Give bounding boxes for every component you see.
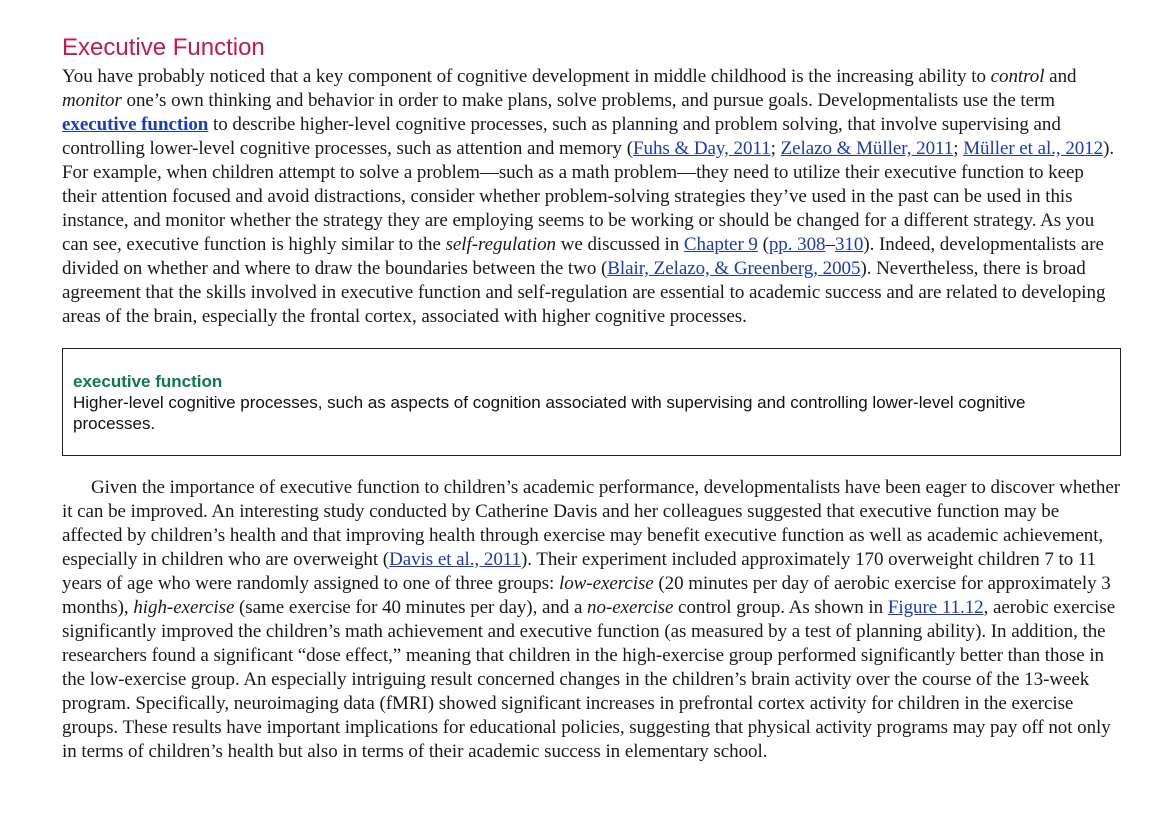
emphasis-high-exercise: high-exercise [133, 597, 235, 618]
text-run: ). Indeed, developmentalists are divided on whether and where to draw the boundaries between the two ( [62, 234, 1104, 279]
citation-link-zelazo-muller[interactable]: Zelazo & Müller, 2011 [780, 138, 954, 159]
page-link-start[interactable]: pp. 308 [768, 234, 826, 255]
text-run: , aerobic exercise significantly improved the children’s math achievement and executive function (as measured by a test of planning ability). In addition, the researchers found a significant “dose effect,” meaning that children in the high-exercise group performed significantly better than those in the low-exercise group. An especially intriguing result concerned changes in the children’s brain activity over the course of the 13-week program. Specifically, neuroimaging data (fMRI) showed significant increases in prefrontal cortex activity for children in the exercise groups. These results have important implications for educational policies, suggesting that physical activity programs may pay off not only in terms of children’s health but also in terms of their academic success in elementary school. [62, 597, 1116, 762]
citation-link-muller-et-al[interactable]: Müller et al., 2012 [963, 138, 1104, 159]
glossary-definition: Higher-level cognitive processes, such as aspects of cognition associated with supervising and controlling lower-level cognitive processes. [73, 393, 1026, 433]
text-run: control group. As shown in [673, 597, 888, 618]
text-run: ( [757, 234, 769, 255]
text-run: Given the importance of executive function to children’s academic performance, developmentalists have been eager to discover whether it can be improved. An interesting study conducted by Catherine Davis and her colleagues suggested that executive function may be affected by children’s health and that improving health through exercise may benefit executive function as well as academic achievement, especially in children who are overweight ( [62, 477, 1121, 570]
text-run: (same exercise for 40 minutes per day), and a [234, 597, 588, 618]
text-run: to describe higher-level cognitive processes, such as planning and problem solving, that involve supervising and controlling lower-level cognitive processes, such as attention and memory ( [62, 114, 1061, 159]
text-run: ). For example, when children attempt to solve a problem—such as a math problem—they need to utilize their executive function to keep their attention focused and avoid distractions, consider whether problem-solving strategies they’ve used in the past can be used in this instance, and monitor whether the strategy they are employing seems to be working or should be changed for a different strategy. As you can see, executive function is highly similar to the [62, 138, 1115, 255]
page-content [62, 33, 1122, 764]
emphasis-no-exercise: no-exercise [587, 597, 674, 618]
text-run: ). Their experiment included approximately 170 overweight children 7 to 11 years of age who were randomly assigned to one of three groups: [62, 549, 1097, 594]
text-run: and [1044, 66, 1077, 87]
section-heading: Executive Function [62, 34, 265, 61]
paragraph-study [62, 476, 1122, 764]
text-run: (20 minutes per day of aerobic exercise for approximately 3 months), [62, 573, 1111, 618]
glossary-term-link[interactable]: executive function [62, 114, 209, 135]
text-run: – [825, 234, 835, 255]
citation-link-blair-zelazo-greenberg[interactable]: Blair, Zelazo, & Greenberg, 2005 [607, 258, 861, 279]
page-link-end[interactable]: 310 [834, 234, 864, 255]
paragraph-intro [62, 65, 1122, 329]
emphasis-monitor: monitor [62, 90, 122, 111]
text-run: ; [770, 138, 781, 159]
text-run: we discussed in [556, 234, 684, 255]
emphasis-self-regulation: self-regulation [445, 234, 556, 255]
citation-link-fuhs-day[interactable]: Fuhs & Day, 2011 [632, 138, 771, 159]
text-run: ; [953, 138, 964, 159]
figure-link[interactable]: Figure 11.12 [887, 597, 984, 618]
text-run: You have probably noticed that a key component of cognitive development in middle childhood is the increasing ability to [62, 66, 991, 87]
text-run: ). Nevertheless, there is broad agreement that the skills involved in executive function and self-regulation are essential to academic success and are related to developing areas of the brain, especially the frontal cortex, associated with higher cognitive processes. [62, 258, 1106, 327]
glossary-box [62, 348, 1121, 456]
glossary-term: executive function [73, 372, 223, 391]
citation-link-davis-et-al[interactable]: Davis et al., 2011 [389, 549, 521, 570]
chapter-link[interactable]: Chapter 9 [683, 234, 758, 255]
emphasis-low-exercise: low-exercise [558, 573, 654, 594]
text-run: one’s own thinking and behavior in order to make plans, solve problems, and pursue goals. Developmentalists use the term [121, 90, 1056, 111]
emphasis-control: control [990, 66, 1045, 87]
